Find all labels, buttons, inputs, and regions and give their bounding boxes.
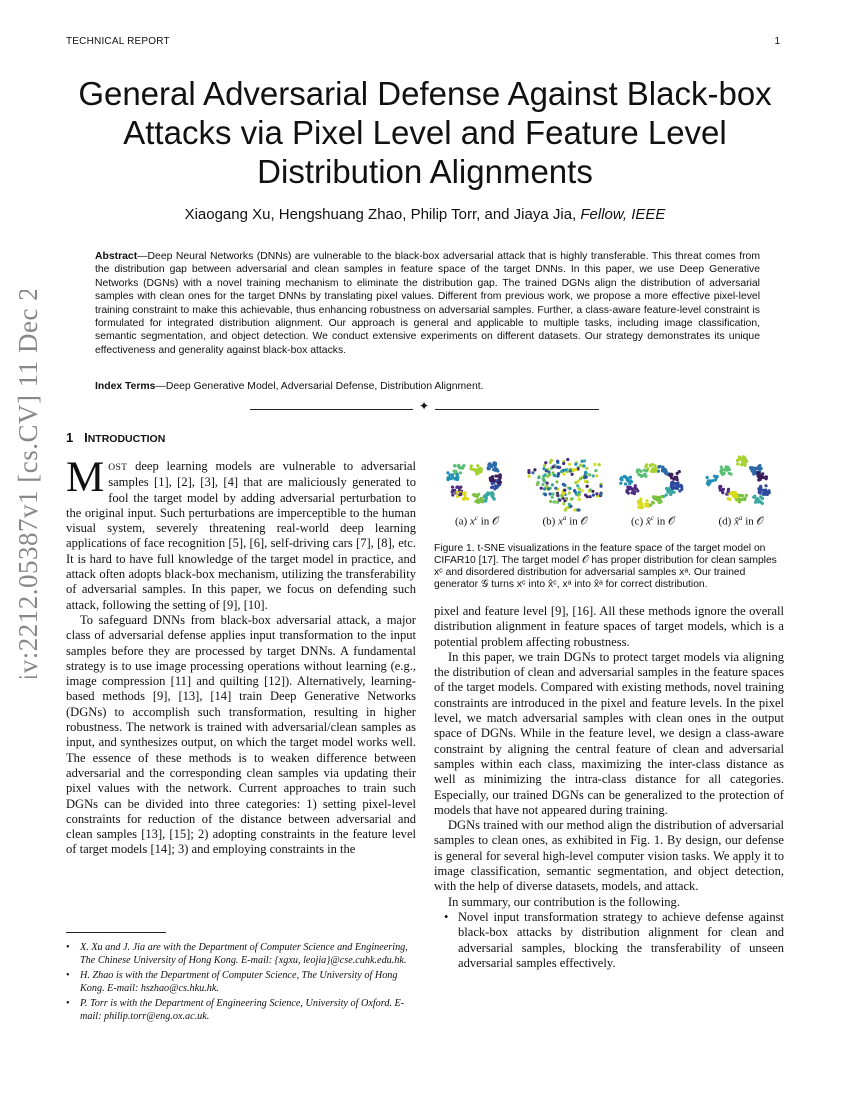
tsne-point [639,500,642,503]
tsne-point [761,472,764,475]
tsne-point [676,487,679,490]
tsne-point [629,476,632,479]
tsne-point [568,491,571,494]
tsne-point [741,456,744,459]
contribution-bullet: • Novel input transformation strategy to achieve defense against black-box attacks by distribution alignment for clean and adversarial samples, blocking the transferability of unseen adversarial samples effectively. [444,909,784,970]
panel-caption: (c) x̂$^c$ in 𝒪 [631,514,675,528]
tsne-point [671,484,674,487]
tsne-point [585,475,588,478]
tsne-point [574,468,577,471]
tsne-point [495,479,498,482]
tsne-point [676,472,679,475]
footnote-text: H. Zhao is with the Department of Computer Science, The University of Hong Kong. E-mail: hszhao@cs.hku.hk. [80,970,398,994]
tsne-point [451,486,454,489]
tsne-point [493,487,496,490]
tsne-point [544,461,547,464]
tsne-point [556,494,559,497]
section-number: 1 [66,430,74,445]
tsne-point [760,467,763,470]
tsne-point [649,504,652,507]
panel-caption: (b) $x^a$ in 𝒪 [542,514,588,528]
tsne-point [673,476,676,479]
tsne-point [736,459,739,462]
tsne-point [649,464,652,467]
tsne-point [663,467,666,470]
tsne-point [598,463,601,466]
tsne-point [706,476,709,479]
index-terms-text: —Deep Generative Model, Adversarial Defense, Distribution Alignment. [155,381,484,392]
tsne-point [470,464,473,467]
tsne-point [455,491,458,494]
title-line-2: Attacks via Pixel Level and Feature Level [123,114,727,151]
tsne-point [765,477,768,480]
tsne-point [477,471,480,474]
tsne-point [554,487,557,490]
index-terms [95,381,760,392]
right-column [434,604,784,971]
author-list [50,206,800,223]
section-initial: I [84,430,88,445]
tsne-point [551,496,554,499]
tsne-point [573,508,576,511]
tsne-point [544,493,547,496]
tsne-point [743,497,746,500]
tsne-point [495,468,498,471]
tsne-point [707,483,710,486]
paper-title [50,74,800,191]
tsne-point [599,493,602,496]
tsne-point [738,494,741,497]
tsne-point [563,499,566,502]
tsne-point [727,490,730,493]
tsne-point [645,469,648,472]
tsne-point [551,492,554,495]
tsne-point [576,484,579,487]
tsne-point [574,481,577,484]
tsne-point [483,495,486,498]
tsne-point [582,464,585,467]
tsne-point [660,495,663,498]
tsne-point [463,494,466,497]
tsne-point [650,470,653,473]
abstract-label: Abstract [95,251,138,262]
tsne-point [451,493,454,496]
tsne-point [553,474,556,477]
abstract-text: —Deep Neural Networks (DNNs) are vulnerable to the black-box adversarial attack that is highly transferable. This threat comes from the distribution gap between adversarial and clean samples in feature space of the target DNNs. In this paper, we use Deep Generative Networks (DGNs) with a novel training mechanism to eliminate the distribution gap. The trained DGNs align the distribution of adversarial samples with clean ones for the target DNNs by translating pixel values. Different from previous work, we propose a more effective pixel-level training constraint to make this achievable, thus enhancing robustness on adversarial samples. Further, a class-aware feature-level constraint is formulated for integrated distribution alignment. Our approach is general and applicable to multiple tasks, including image classification, semantic segmentation, and object detection. We conduct extensive experiments on different datasets. Our strategy demonstrates its unique effectiveness and generality against black-box attacks. [95,251,760,356]
tsne-point [757,478,760,481]
tsne-point [562,492,565,495]
tsne-point [489,479,492,482]
tsne-point [667,491,670,494]
tsne-point [459,486,462,489]
tsne-point [593,463,596,466]
tsne-point [476,464,479,467]
tsne-point [496,475,499,478]
tsne-point [728,498,731,501]
tsne-point [454,477,457,480]
divider-icon: ✦ [419,399,430,413]
tsne-point [566,458,569,461]
tsne-point [679,484,682,487]
tsne-plot-d [703,454,779,512]
tsne-plot-b [527,454,603,512]
intro-paragraph-2: To safeguard DNNs from black-box adversarial attack, a major class of adversarial defense applies input transformation to the input samples before they are processed by target DNNs. A fundamental strategy is to use image processing operations without learning (e.g., image compression [11] and quilting [12]). Alternatively, learning-based methods [9], [13], [14] train Deep Generative Networks (DGNs) to accomplish such transformation, resulting in higher robustness. The network is trained with adversarial/clean samples as input, and synthesizes output, on which the target model works well. The essence of these methods is to weaken difference between adversarial and the corresponding clean samples via updating their pixel values with the network. Current approaches to train such DGNs can be divided into three categories: 1) setting pixel-level constraints for reduction of the distance between adversarial and clean samples [13], [15]; 2) adopting constraints in the feature level of target models [14]; 3) and employing constraints in the [66,612,416,857]
tsne-point [458,493,461,496]
tsne-point [678,489,681,492]
tsne-point [581,489,584,492]
intro-paragraph-5: DGNs trained with our method align the distribution of adversarial samples to clean ones, as exhibited in Fig. 1. By design, our defense is general for several high-level computer vision tasks. We apply it to image classification, semantic segmentation, and object detection, with the help of diverse datasets, models, and attack. [434,818,784,894]
tsne-point [494,462,497,465]
tsne-point [670,473,673,476]
tsne-point [531,471,534,474]
running-header: TECHNICAL REPORT [66,36,170,47]
tsne-point [446,471,449,474]
tsne-point [543,487,546,490]
intro-paragraph-4: In this paper, we train DGNs to protect target models via aligning the distribution of clean and adversarial samples in the feature spaces of the target models. Compared with existing methods, novel training constraints are introduced in the pixel and feature levels. In the pixel level, we match adversarial samples with clean ones in the output space of DGNs. While in the feature level, we design a class-aware constraint by aligning the central feature of clean and adversarial samples within each class, maximizing the inter-class distance as well as minimizing the intra-class distance for all categories. Especially, our trained DGNs can be generalized to the protection of models that have not appeared during training. [434,649,784,817]
tsne-point [599,485,602,488]
figure-caption: Figure 1. t-SNE visualizations in the feature space of the target model on CIFAR10 [17]. The target model 𝒪 has proper distribution for clean samples xᶜ and disordered distribution for adversarial samples xᵃ. Our trained generator 𝒢 turns xᶜ into x̂ᶜ, xᵃ into x̂ᵃ for correct distribution. [434,543,777,590]
tsne-point [721,488,724,491]
tsne-point [754,501,757,504]
title-line-3: Distribution Alignments [257,153,593,190]
tsne-point [543,464,546,467]
arxiv-stamp-text: arXiv:2212.05387v1 [cs.CV] 11 Dec 2022 [13,290,43,678]
tsne-point [560,470,563,473]
tsne-point [665,493,668,496]
tsne-point [626,488,629,491]
tsne-point [568,487,571,490]
tsne-point [568,503,571,506]
tsne-point [676,478,679,481]
tsne-point [761,476,764,479]
tsne-point [463,498,466,501]
tsne-point [489,492,492,495]
abstract [95,250,760,357]
tsne-point [654,470,657,473]
tsne-point [669,493,672,496]
tsne-point [576,508,579,511]
tsne-point [633,490,636,493]
author-fellow: Fellow, IEEE [580,206,666,223]
tsne-point [744,458,747,461]
tsne-point [763,493,766,496]
tsne-point [494,484,497,487]
tsne-point [583,459,586,462]
footnote: • P. Torr is with the Department of Engineering Science, University of Oxford. E-mail: philip.torr@eng.ox.ac.uk. [66,998,405,1022]
tsne-point [758,488,761,491]
tsne-point [555,500,558,503]
tsne-point [454,464,457,467]
tsne-point [487,463,490,466]
tsne-point [738,500,741,503]
tsne-point [568,463,571,466]
tsne-point [643,473,646,476]
intro-paragraph-1 [66,454,416,613]
tsne-point [639,498,642,501]
tsne-point [459,471,462,474]
tsne-point [584,494,587,497]
tsne-point [579,477,582,480]
tsne-point [758,464,761,467]
section-heading [66,430,165,445]
tsne-point [711,479,714,482]
tsne-point [540,487,543,490]
dropcap: M [66,454,105,501]
tsne-point [571,473,574,476]
tsne-point [729,473,732,476]
tsne-point [589,495,592,498]
tsne-point [547,470,550,473]
panel-caption: (a) $x^c$ in 𝒪 [455,514,499,528]
tsne-point [592,494,595,497]
tsne-point [620,478,623,481]
tsne-point [549,500,552,503]
smallcaps-lead: OST [108,462,128,473]
tsne-point [592,474,595,477]
tsne-point [451,474,454,477]
tsne-point [542,478,545,481]
tsne-point [527,475,530,478]
tsne-point [714,478,717,481]
tsne-point [492,497,495,500]
tsne-point [732,495,735,498]
tsne-point [594,469,597,472]
intro-paragraph-3: pixel and feature level [9], [16]. All these methods ignore the overall distribution alignment in feature spaces of target models, which is a potential problem affecting robustness. [434,604,784,649]
tsne-point [652,495,655,498]
tsne-point [640,505,643,508]
tsne-point [726,466,729,469]
intro-paragraph-6: In summary, our contribution is the following. [448,894,680,909]
tsne-point [633,486,636,489]
figure-panel-b [522,454,608,529]
tsne-point [757,472,760,475]
footnotes [66,941,416,1025]
tsne-point [651,501,654,504]
tsne-point [544,474,547,477]
tsne-point [665,472,668,475]
footnote-text: P. Torr is with the Department of Engineering Science, University of Oxford. E-mail: philip.torr@eng.ox.ac.uk. [80,998,405,1022]
figure-panel-a [434,454,520,529]
tsne-point [578,493,581,496]
tsne-point [563,484,566,487]
tsne-point [658,498,661,501]
tsne-point [527,469,530,472]
tsne-point [595,474,598,477]
tsne-point [537,481,540,484]
tsne-point [558,499,561,502]
tsne-point [730,492,733,495]
tsne-point [547,487,550,490]
index-terms-label: Index Terms [95,381,156,392]
tsne-point [744,464,747,467]
tsne-point [555,480,558,483]
figure-panel-c [610,454,696,529]
left-column [66,454,416,858]
tsne-point [578,498,581,501]
tsne-point [584,480,587,483]
tsne-point [745,494,748,497]
tsne-point [736,462,739,465]
tsne-point [564,508,567,511]
footnote-rule [66,932,166,933]
tsne-point [584,471,587,474]
footnote-text: X. Xu and J. Jia are with the Department of Computer Science and Engineering, The Chinese University of Hong Kong. E-mail: {xgxu, leojia}@cse.cuhk.edu.hk. [80,942,408,966]
tsne-point [550,459,553,462]
tsne-point [753,495,756,498]
tsne-point [658,501,661,504]
tsne-point [466,497,469,500]
footnote: • X. Xu and J. Jia are with the Department of Computer Science and Engineering, The Chinese University of Hong Kong. E-mail: {xgxu, leojia}@cse.cuhk.edu.hk. [66,942,408,966]
tsne-point [556,460,559,463]
tsne-point [490,486,493,489]
tsne-point [585,467,588,470]
tsne-point [537,476,540,479]
tsne-point [552,465,555,468]
tsne-point [484,499,487,502]
tsne-point [658,465,661,468]
tsne-point [735,493,738,496]
tsne-point [480,467,483,470]
tsne-point [751,466,754,469]
tsne-point [586,485,589,488]
tsne-point [719,485,722,488]
section-rest: NTRODUCTION [87,433,166,445]
bullet-text: Novel input transformation strategy to achieve defense against black-box attacks by distribution alignment for clean and adversarial samples, blocking the transferability of unseen adversarial samples effectively. [458,909,784,970]
tsne-point [764,484,767,487]
tsne-point [574,491,577,494]
tsne-point [588,473,591,476]
tsne-point [654,464,657,467]
divider-left [250,409,413,410]
panel-caption: (d) x̂$^a$ in 𝒪 [718,514,764,528]
tsne-point [499,481,502,484]
tsne-point [651,467,654,470]
tsne-plot-c [615,454,691,512]
tsne-point [589,488,592,491]
tsne-point [720,471,723,474]
tsne-point [562,502,565,505]
figure-panel-d [698,454,784,529]
tsne-point [533,468,536,471]
tsne-point [627,480,630,483]
tsne-point [563,489,566,492]
arxiv-stamp [3,290,48,678]
tsne-point [636,469,639,472]
title-line-1: General Adversarial Defense Against Black-box [78,75,772,112]
footnote: • H. Zhao is with the Department of Computer Science, The University of Hong Kong. E-mail: hszhao@cs.hku.hk. [66,970,398,994]
tsne-point [766,491,769,494]
tsne-point [619,482,622,485]
page-number: 1 [774,36,780,47]
tsne-point [556,466,559,469]
tsne-point [569,470,572,473]
tsne-point [487,467,490,470]
tsne-point [574,463,577,466]
tsne-point [754,467,757,470]
tsne-point [459,466,462,469]
tsne-plot-a [439,454,515,512]
tsne-point [757,500,760,503]
tsne-point [549,492,552,495]
tsne-point [551,483,554,486]
intro-p1-text: deep learning models are vulnerable to adversarial samples [1], [2], [3], [4] that are maliciously generated to fool the target model by adding adversarial perturbation to the original input. Such perturbations are imperceptible to the human visual system, severely threatening real-world deep learning applications of face recognition [5], [6], self-driving cars [7], [8], etc. It is hard to have full knowledge of the target model in practice, and attack often adopts black-box mechanism, utilizing the transferability of adversarial samples. In this paper, we focus on defending such attack, following the setting of [9], [10]. [66,459,416,612]
tsne-point [564,468,567,471]
tsne-point [741,459,744,462]
tsne-point [670,476,673,479]
tsne-point [451,490,454,493]
tsne-point [562,472,565,475]
tsne-point [578,487,581,490]
tsne-point [541,483,544,486]
divider-right [435,409,599,410]
tsne-point [469,467,472,470]
tsne-point [492,468,495,471]
tsne-point [479,499,482,502]
tsne-point [491,464,494,467]
tsne-point [639,474,642,477]
tsne-point [759,495,762,498]
tsne-point [645,499,648,502]
tsne-point [456,473,459,476]
tsne-point [595,492,598,495]
tsne-point [487,493,490,496]
tsne-point [472,493,475,496]
tsne-point [571,497,574,500]
tsne-point [579,464,582,467]
tsne-point [644,502,647,505]
tsne-point [562,462,565,465]
author-names: Xiaogang Xu, Hengshuang Zhao, Philip Torr, and Jiaya Jia, [184,206,581,223]
tsne-point [624,482,627,485]
tsne-point [447,477,450,480]
